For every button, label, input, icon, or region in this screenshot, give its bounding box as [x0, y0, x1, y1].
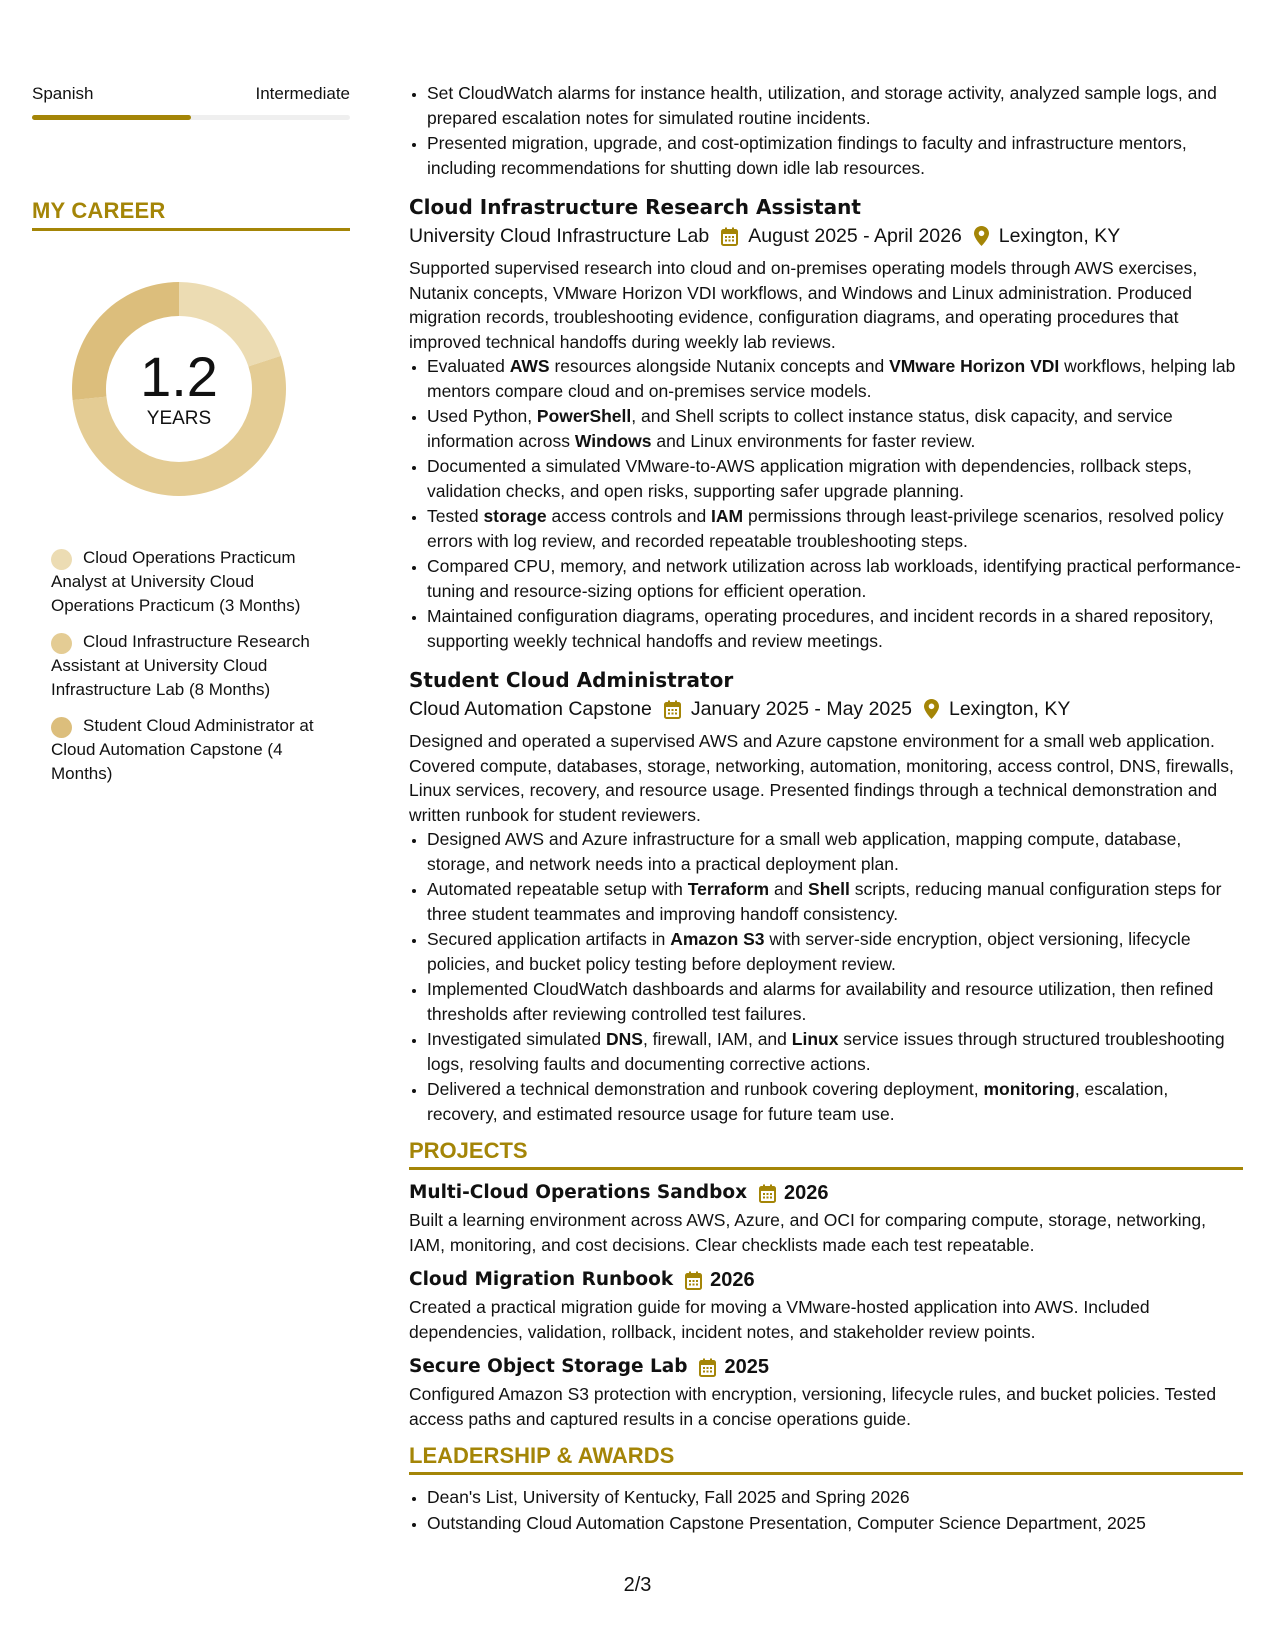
calendar-icon [699, 1358, 716, 1377]
job-dates: January 2025 - May 2025 [690, 698, 912, 720]
map-pin-icon [924, 699, 939, 719]
legend-dot [51, 717, 72, 738]
project-year: 2026 [710, 1269, 755, 1291]
project-entry [409, 1354, 1243, 1431]
job-organization: University Cloud Infrastructure Lab [409, 225, 710, 247]
project-year: 2025 [724, 1356, 769, 1378]
bullet-item: • Implemented CloudWatch dashboards and alarms for availability and resource utilization, then refined thresholds after reviewing controlled test failures. [427, 977, 1243, 1026]
left-column [32, 84, 350, 798]
project-entry [409, 1180, 1243, 1257]
bullet-item: • Used Python, PowerShell, and Shell scripts to collect instance status, disk capacity, and service information across Windows and Linux environments for faster review. [427, 404, 1243, 453]
right-column [409, 81, 1243, 1536]
bold-keyword: DNS [606, 1029, 643, 1049]
job-entry [409, 194, 1243, 653]
bold-keyword: PowerShell [536, 406, 632, 426]
job-entry [409, 667, 1243, 1126]
legend-dot [51, 549, 72, 570]
award-item: • Outstanding Cloud Automation Capstone Presentation, Computer Science Department, 2025 [427, 1511, 1243, 1536]
language-level: Intermediate [255, 84, 350, 103]
project-year: 2026 [784, 1182, 829, 1204]
job-meta [409, 222, 1243, 250]
bullet-item: • Compared CPU, memory, and network utilization across lab workloads, identifying practical performance-tuning and resource-sizing options for efficient operation. [427, 554, 1243, 603]
awards-heading: LEADERSHIP & AWARDS [409, 1443, 1243, 1475]
project-description: Configured Amazon S3 protection with encryption, versioning, lifecycle rules, and bucket policies. Tested access paths and captured results in a concise operations guide. [409, 1384, 1217, 1429]
bold-keyword: VMware Horizon VDI [889, 356, 1060, 376]
bold-keyword: Terraform [687, 879, 770, 899]
bullet-item: • Set CloudWatch alarms for instance health, utilization, and storage activity, analyzed sample logs, and prepared escalation notes for simulated routine incidents. [427, 81, 1243, 130]
career-total-value: 1.2 [140, 345, 218, 408]
bullet-item: • Delivered a technical demonstration and runbook covering deployment, monitoring, escalation, recovery, and estimated resource usage for future team use. [427, 1077, 1243, 1126]
bullet-item: • Evaluated AWS resources alongside Nutanix concepts and VMware Horizon VDI workflows, helping lab mentors compare cloud and on-premises service models. [427, 354, 1243, 403]
job-location: Lexington, KY [998, 225, 1121, 247]
bullet-item: • Secured application artifacts in Amazon S3 with server-side encryption, object versioning, lifecycle policies, and bucket policy testing before deployment review. [427, 927, 1243, 976]
previous-job-bullets [409, 81, 1243, 180]
bold-keyword: monitoring [983, 1079, 1075, 1099]
career-donut-center [64, 274, 294, 504]
award-item: • Dean's List, University of Kentucky, Fall 2025 and Spring 2026 [427, 1485, 1243, 1510]
project-title: Multi-Cloud Operations Sandbox [409, 1182, 748, 1203]
awards-list [409, 1485, 1243, 1535]
bullet-item: • Designed AWS and Azure infrastructure for a small web application, mapping compute, database, storage, and network needs into a practical deployment plan. [427, 827, 1243, 876]
calendar-icon [721, 227, 738, 246]
bullet-item: • Investigated simulated DNS, firewall, IAM, and Linux service issues through structured troubleshooting logs, resolving faults and documenting corrective actions. [427, 1027, 1243, 1076]
career-legend-label: Cloud Operations Practicum Analyst at University Cloud Operations Practicum (3 Months) [51, 548, 301, 615]
bullet-item: • Automated repeatable setup with Terraform and Shell scripts, reducing manual configuration steps for three student teammates and improving handoff consistency. [427, 877, 1243, 926]
bold-keyword: IAM [711, 506, 744, 526]
bold-keyword: AWS [509, 356, 550, 376]
job-title: Student Cloud Administrator [409, 668, 734, 692]
job-bullets [409, 827, 1243, 1126]
career-legend-label: Student Cloud Administrator at Cloud Automation Capstone (4 Months) [51, 716, 314, 783]
language-proficiency-fill [32, 115, 191, 120]
bullet-item: • Maintained configuration diagrams, operating procedures, and incident records in a shared repository, supporting weekly technical handoffs and review meetings. [427, 604, 1243, 653]
career-legend-label: Cloud Infrastructure Research Assistant at University Cloud Infrastructure Lab (8 Months) [51, 632, 310, 699]
language-name: Spanish [32, 84, 94, 103]
project-title-row [409, 1267, 1243, 1293]
legend-dot [51, 633, 72, 654]
job-dates: August 2025 - April 2026 [748, 225, 962, 247]
calendar-icon [664, 700, 681, 719]
job-organization: Cloud Automation Capstone [409, 698, 652, 720]
project-title: Cloud Migration Runbook [409, 1269, 674, 1290]
bold-keyword: Amazon S3 [670, 929, 765, 949]
project-title: Secure Object Storage Lab [409, 1356, 688, 1377]
career-legend [32, 546, 322, 786]
bold-keyword: Shell [808, 879, 850, 899]
calendar-icon [685, 1271, 702, 1290]
language-row [32, 84, 350, 104]
project-description: Built a learning environment across AWS, Azure, and OCI for comparing compute, storage, networking, IAM, monitoring, and cost decisions. Clear checklists made each test repeatable. [409, 1210, 1206, 1255]
page-number: 2/3 [623, 1574, 652, 1596]
bold-keyword: storage [483, 506, 547, 526]
career-legend-item [51, 546, 322, 618]
calendar-icon [759, 1184, 776, 1203]
project-title-row [409, 1180, 1243, 1206]
career-heading: MY CAREER [32, 198, 350, 231]
career-legend-item [51, 630, 322, 702]
language-proficiency-bar [32, 115, 350, 120]
career-donut-chart [64, 274, 294, 504]
projects-heading: PROJECTS [409, 1138, 1243, 1170]
project-title-row [409, 1354, 1243, 1380]
project-description: Created a practical migration guide for moving a VMware-hosted application into AWS. Included dependencies, validation, rollback, incident notes, and stakeholder review points. [409, 1297, 1150, 1342]
career-legend-item [51, 714, 322, 786]
job-location: Lexington, KY [948, 698, 1071, 720]
project-entry [409, 1267, 1243, 1344]
job-title: Cloud Infrastructure Research Assistant [409, 195, 861, 219]
bold-keyword: Linux [791, 1029, 839, 1049]
map-pin-icon [974, 226, 989, 246]
job-description: Designed and operated a supervised AWS and Azure capstone environment for a small web application. Covered compute, databases, storage, networking, automation, monitoring, access control, DNS, firewalls, Linux services, recovery, and resource usage. Presented findings through a technical demonstration and written runbook for student reviewers. [409, 731, 1234, 825]
bullet-item: • Presented migration, upgrade, and cost-optimization findings to faculty and infrastructure mentors, including recommendations for shutting down idle lab resources. [427, 131, 1243, 180]
job-bullets [409, 354, 1243, 653]
bullet-item: • Documented a simulated VMware-to-AWS application migration with dependencies, rollback steps, validation checks, and open risks, supporting safer upgrade planning. [427, 454, 1243, 503]
job-meta [409, 695, 1243, 723]
bold-keyword: Windows [574, 430, 652, 451]
bullet-item: • Tested storage access controls and IAM permissions through least-privilege scenarios, resolved policy errors with log review, and recorded repeatable troubleshooting steps. [427, 504, 1243, 553]
job-description: Supported supervised research into cloud and on-premises operating models through AWS exercises, Nutanix concepts, VMware Horizon VDI workflows, and Windows and Linux administration. Produced migration records, troubleshooting evidence, configuration diagrams, and operating procedures that improved technical handoffs during weekly lab reviews. [409, 258, 1198, 352]
career-total-unit: YEARS [146, 408, 212, 429]
